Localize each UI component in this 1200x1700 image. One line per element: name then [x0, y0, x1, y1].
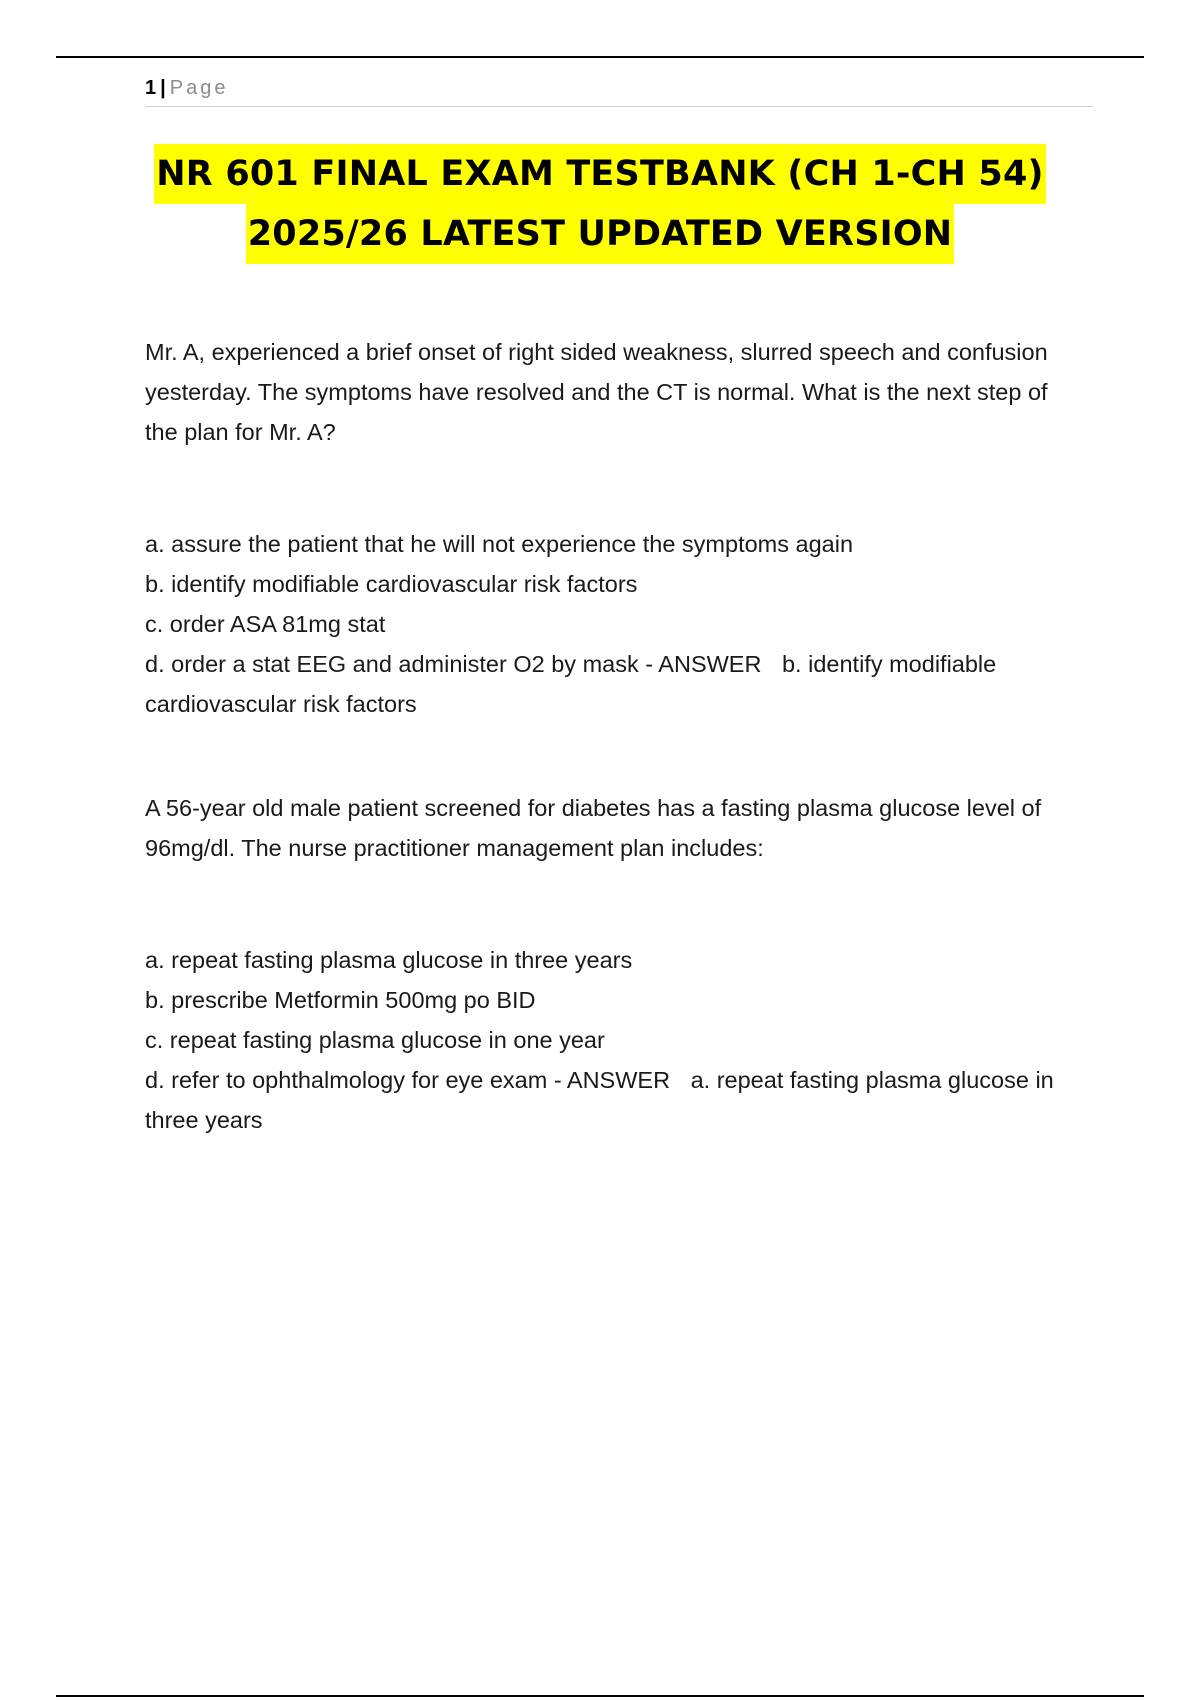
page-header [145, 74, 1093, 107]
question-text: Mr. A, experienced a brief onset of right sided weakness, slurred speech and confusion yesterday. The symptoms have resolved and the CT is normal. What is the next step of the plan for Mr. A? [145, 339, 1048, 445]
answer-text: b. identify modifiable cardiovascular risk factors [145, 651, 997, 717]
answer-text: a. repeat fasting plasma glucose in three years [145, 1067, 1054, 1133]
top-border-line [56, 56, 1144, 58]
page-number: 1 [145, 77, 157, 99]
page-label: Page [169, 77, 229, 99]
option-text: d. refer to ophthalmology for eye exam - ANSWER [145, 1067, 671, 1093]
option-item-with-answer [145, 644, 1085, 724]
option-item: c. repeat fasting plasma glucose in one year [145, 1027, 605, 1053]
option-text: d. order a stat EEG and administer O2 by mask - ANSWER [145, 651, 762, 677]
question-content [145, 332, 1085, 1140]
title-line-2: 2025/26 LATEST UPDATED VERSION [246, 204, 955, 264]
question-block-2 [145, 788, 1085, 1140]
option-item: a. assure the patient that he will not experience the symptoms again [145, 531, 854, 557]
page-separator: | [160, 77, 166, 99]
question-block-1 [145, 332, 1085, 724]
title-line-1: NR 601 FINAL EXAM TESTBANK (CH 1-CH 54) [154, 144, 1045, 204]
document-title [0, 144, 1200, 264]
options-list [145, 524, 1085, 724]
option-item: c. order ASA 81mg stat [145, 611, 386, 637]
option-item: b. identify modifiable cardiovascular risk factors [145, 571, 638, 597]
option-item: b. prescribe Metformin 500mg po BID [145, 987, 536, 1013]
option-item-with-answer [145, 1060, 1085, 1140]
option-item: a. repeat fasting plasma glucose in three years [145, 947, 633, 973]
question-text: A 56-year old male patient screened for diabetes has a fasting plasma glucose level of 96mg/dl. The nurse practitioner management plan includes: [145, 795, 1042, 861]
bottom-border-line [56, 1695, 1144, 1697]
options-list [145, 940, 1085, 1140]
